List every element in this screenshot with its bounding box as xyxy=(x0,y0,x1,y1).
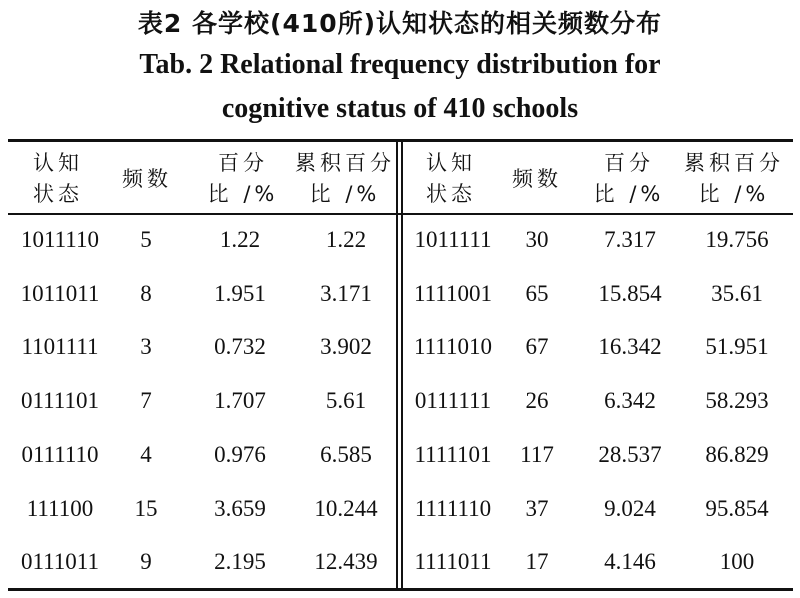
table-cell-left-cum: 3.902 xyxy=(320,334,372,359)
header-pct-right xyxy=(586,148,672,210)
header-freq-left: 频数 xyxy=(122,167,172,191)
table-cell-left-status: 0111110 xyxy=(21,442,99,467)
table-cell-left-status: 1011110 xyxy=(21,227,99,252)
table-cell-left-pct: 2.195 xyxy=(214,549,266,574)
table-cell-right-cum: 58.293 xyxy=(705,388,769,413)
table-bottom-rule xyxy=(8,588,793,591)
table-cell-right-pct: 16.342 xyxy=(598,334,662,359)
table-cell-right-freq: 67 xyxy=(525,334,549,359)
header-cum-line2: 比 /% xyxy=(698,182,770,206)
header-pct-line2: 比 /% xyxy=(207,182,279,206)
table-cell-left-status: 0111011 xyxy=(21,549,99,574)
table-cell-right-freq: 117 xyxy=(520,442,554,467)
table-cell-left-cum: 5.61 xyxy=(325,388,367,413)
table-cell-right-cum: 100 xyxy=(719,549,755,574)
table-caption-english-line2: cognitive status of 410 schools xyxy=(221,93,579,124)
header-pct-line1: 百分 xyxy=(218,151,268,175)
header-cum-right xyxy=(680,148,788,210)
table-cell-right-pct: 4.146 xyxy=(604,549,656,574)
header-pct-line1: 百分 xyxy=(604,151,654,175)
table-cell-right-pct: 28.537 xyxy=(598,442,662,467)
header-status-line1: 认知 xyxy=(33,151,83,175)
table-cell-right-freq: 37 xyxy=(525,496,549,521)
table-cell-right-cum: 95.854 xyxy=(705,496,769,521)
header-cum-line1: 累积百分 xyxy=(295,151,395,175)
table-cell-left-status: 1011011 xyxy=(20,281,100,306)
table-cell-left-pct: 0.976 xyxy=(214,442,266,467)
table-cell-right-status: 1111001 xyxy=(414,281,492,306)
table-cell-left-pct: 3.659 xyxy=(214,496,266,521)
table-cell-right-freq: 26 xyxy=(525,388,549,413)
table-cell-left-freq: 5 xyxy=(140,227,152,252)
table-cell-left-pct: 0.732 xyxy=(214,334,266,359)
table-cell-left-pct: 1.707 xyxy=(214,388,266,413)
table-cell-left-freq: 9 xyxy=(140,549,152,574)
header-pct-left xyxy=(200,148,286,210)
table-cell-right-cum: 35.61 xyxy=(711,281,763,306)
table-cell-right-status: 1111011 xyxy=(414,549,492,574)
table-cell-left-freq: 4 xyxy=(140,442,152,467)
table-cell-left-status: 1101111 xyxy=(21,334,99,359)
table-cell-left-status: 0111101 xyxy=(21,388,99,413)
header-cum-line1: 累积百分 xyxy=(684,151,784,175)
header-freq-right: 频数 xyxy=(512,167,562,191)
table-cell-right-pct: 9.024 xyxy=(604,496,656,521)
table-cell-left-cum: 3.171 xyxy=(320,281,372,306)
table-cell-right-pct: 15.854 xyxy=(598,281,662,306)
header-status-line2: 状态 xyxy=(33,182,83,206)
table-cell-left-status: 111100 xyxy=(26,496,94,521)
table-cell-right-status: 1111110 xyxy=(414,496,492,521)
header-status-line1: 认知 xyxy=(426,151,476,175)
table-cell-left-cum: 1.22 xyxy=(325,227,367,252)
table-cell-right-cum: 19.756 xyxy=(705,227,769,252)
table-cell-right-status: 1111101 xyxy=(414,442,492,467)
table-cell-right-status: 0111111 xyxy=(414,388,492,413)
table-cell-right-status: 1011111 xyxy=(414,227,492,252)
table-cell-left-freq: 15 xyxy=(134,496,158,521)
table-cell-left-cum: 10.244 xyxy=(314,496,378,521)
header-status-left xyxy=(18,148,98,210)
header-status-right xyxy=(411,148,491,210)
header-cum-left xyxy=(292,148,398,210)
table-cell-left-freq: 8 xyxy=(140,281,152,306)
table-cell-right-cum: 51.951 xyxy=(705,334,769,359)
header-pct-line2: 比 /% xyxy=(593,182,665,206)
table-cell-left-cum: 12.439 xyxy=(314,549,378,574)
table-caption-chinese: 表2 各学校(410所)认知状态的相关频数分布 xyxy=(137,9,663,38)
table-cell-right-freq: 17 xyxy=(525,549,549,574)
table-cell-right-status: 1111010 xyxy=(414,334,492,359)
table-cell-right-cum: 86.829 xyxy=(705,442,769,467)
header-status-line2: 状态 xyxy=(426,182,476,206)
table-cell-left-cum: 6.585 xyxy=(320,442,372,467)
table-cell-left-pct: 1.22 xyxy=(219,227,261,252)
table-cell-right-freq: 30 xyxy=(525,227,549,252)
table-cell-left-pct: 1.951 xyxy=(214,281,266,306)
table-cell-left-freq: 7 xyxy=(140,388,152,413)
table-cell-right-pct: 7.317 xyxy=(604,227,656,252)
header-cum-line2: 比 /% xyxy=(309,182,381,206)
table-cell-right-pct: 6.342 xyxy=(604,388,656,413)
table-caption-english-line1: Tab. 2 Relational frequency distribution for xyxy=(139,49,661,80)
table-cell-left-freq: 3 xyxy=(140,334,152,359)
table-cell-right-freq: 65 xyxy=(525,281,549,306)
